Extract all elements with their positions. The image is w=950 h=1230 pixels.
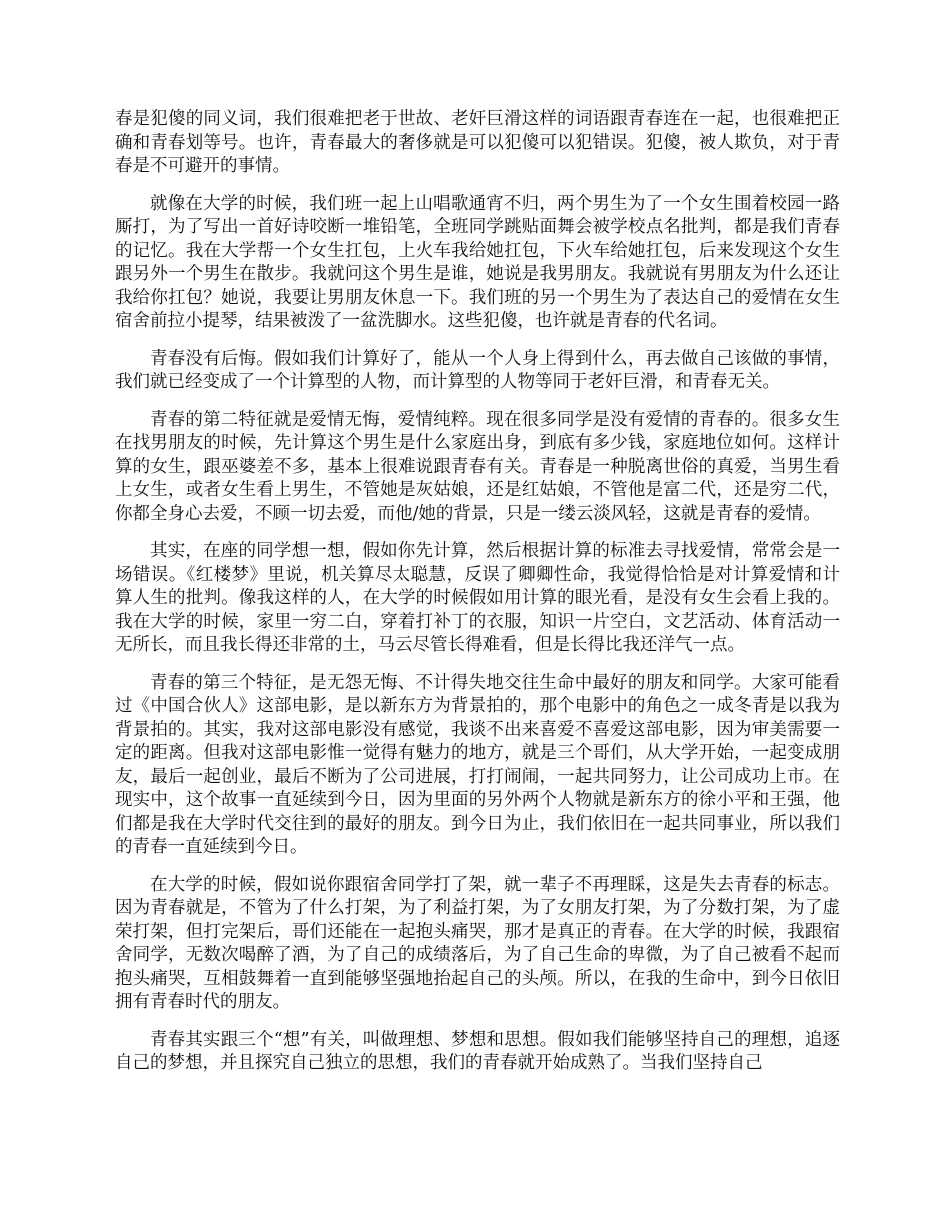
paragraph: 就像在大学的时候，我们班一起上山唱歌通宵不归，两个男生为了一个女生围着校园一路厮打，为了写出一首好诗咬断一堆铅笔，全班同学跳贴面舞会被学校点名批判，都是我们青春的记忆。我在大学帮一个女生扛包，上火车我给她扛包，下火车给她扛包，后来发现这个女生跟另外一个男生在散步。我就问这个男生是谁，她说是我男朋友。我就说有男朋友为什么还让我给你扛包？她说，我要让男朋友休息一下。我们班的另一个男生为了表达自己的爱情在女生宿舍前拉小提琴，结果被泼了一盆洗脚水。这些犯傻，也许就是青春的代名词。 (115, 193, 840, 331)
paragraph: 青春的第三个特征，是无怨无悔、不计得失地交往生命中最好的朋友和同学。大家可能看过《中国合伙人》这部电影，是以新东方为背景拍的，那个电影中的角色之一成冬青是以我为背景拍的。其实，我对这部电影没有感觉，我谈不出来喜爱不喜爱这部电影，因为审美需要一定的距离。但我对这部电影惟一觉得有魅力的地方，就是三个哥们，从大学开始，一起变成朋友，最后一起创业，最后不断为了公司进展，打打闹闹，一起共同努力，让公司成功上市。在现实中，这个故事一直延续到今日，因为里面的另外两个人物就是新东方的徐小平和王强，他们都是我在大学时代交往到的最好的朋友。到今日为止，我们依旧在一起共同事业，所以我们的青春一直延续到今日。 (115, 672, 840, 857)
paragraph: 在大学的时候，假如说你跟宿舍同学打了架，就一辈子不再理睬，这是失去青春的标志。因为青春就是，不管为了什么打架，为了利益打架，为了女朋友打架，为了分数打架，为了虚荣打架，但打完架后，哥们还能在一起抱头痛哭，那才是真正的青春。在大学的时候，我跟宿舍同学，无数次喝醉了酒，为了自己的成绩落后，为了自己生命的卑微，为了自己被看不起而抱头痛哭，互相鼓舞着一直到能够坚强地抬起自己的头颅。所以，在我的生命中，到今日依旧拥有青春时代的朋友。 (115, 874, 840, 1012)
paragraph: 青春没有后悔。假如我们计算好了，能从一个人身上得到什么，再去做自己该做的事情，我们就已经变成了一个计算型的人物，而计算型的人物等同于老奸巨滑，和青春无关。 (115, 348, 840, 392)
paragraph: 青春的第二特征就是爱情无悔，爱情纯粹。现在很多同学是没有爱情的青春的。很多女生在找男朋友的时候，先计算这个男生是什么家庭出身，到底有多少钱，家庭地位如何。这样计算的女生，跟巫婆差不多，基本上很难说跟青春有关。青春是一种脱离世俗的真爱，当男生看上女生，或者女生看上男生，不管她是灰姑娘，还是红姑娘，不管他是富二代，还是穷二代，你都全身心去爱，不顾一切去爱，而他/她的背景，只是一缕云淡风轻，这就是青春的爱情。 (115, 409, 840, 524)
paragraph: 青春其实跟三个“想”有关，叫做理想、梦想和思想。假如我们能够坚持自己的理想，追逐自己的梦想，并且探究自己独立的思想，我们的青春就开始成熟了。当我们坚持自己 (115, 1029, 840, 1073)
document-body (115, 108, 840, 1090)
paragraph: 春是犯傻的同义词，我们很难把老于世故、老奸巨滑这样的词语跟青春连在一起，也很难把正确和青春划等号。也许，青春最大的奢侈就是可以犯傻可以犯错误。犯傻，被人欺负，对于青春是不可避开的事情。 (115, 109, 840, 176)
paragraph: 其实，在座的同学想一想，假如你先计算，然后根据计算的标准去寻找爱情，常常会是一场错误。《红楼梦》里说，机关算尽太聪慧，反误了卿卿性命，我觉得恰恰是对计算爱情和计算人生的批判。像我这样的人，在大学的时候假如用计算的眼光看，是没有女生会看上我的。我在大学的时候，家里一穷二白，穿着打补丁的衣服，知识一片空白，文艺活动、体育活动一无所长，而且我长得还非常的土，马云尽管长得难看，但是长得比我还洋气一点。 (115, 541, 840, 655)
